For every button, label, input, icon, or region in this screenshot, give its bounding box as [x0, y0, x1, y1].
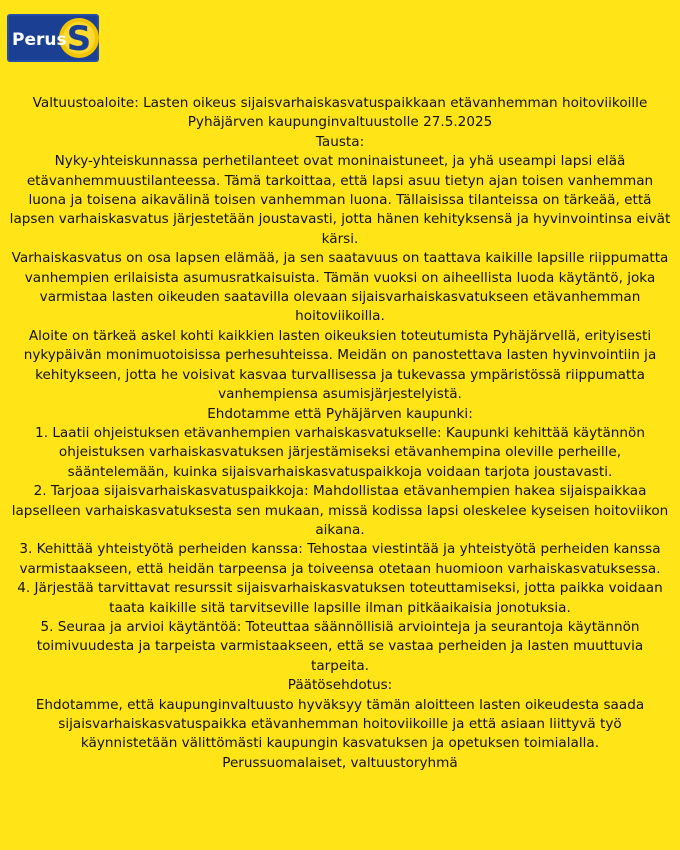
- document-subtitle: Pyhäjärven kaupunginvaltuustolle 27.5.2025: [187, 114, 493, 131]
- decision-text: Ehdotamme, että kaupunginvaltuusto hyväksyy tämän aloitteen lasten oikeudesta saada sijaisvarhaiskasvatuspaikka etävanhemman hoitoviikoille ja että asiaan liittyvä työ käynnistetään välittömästi kaupungin kasvatuksen ja opetuksen toimialalla.: [35, 696, 645, 752]
- background-paragraph-2: Varhaiskasvatus on osa lapsen elämää, ja sen saatavuus on taattava kaikille lapsille riippumatta vanhempien erilaisista asumusratkaisuista. Tämän vuoksi on aiheellista luoda käytäntö, joka varmistaa lasten oikeuden saatavilla olevaan sijaisvarhaiskasvatukseen etävanhemman hoitoviikoilla.: [11, 250, 669, 325]
- document-title: Valtuustoaloite: Lasten oikeus sijaisvarhaiskasvatuspaikkaan etävanhemman hoitoviikoille: [32, 95, 648, 111]
- signature: Perussuomalaiset, valtuustoryhmä: [222, 754, 458, 771]
- proposal-heading: Ehdotamme että Pyhäjärven kaupunki:: [207, 405, 473, 422]
- background-paragraph-1: Nyky-yhteiskunnassa perhetilanteet ovat moninaistuneet, ja yhä useampi lapsi elää etävanhemmuustilanteessa. Tämä tarkoittaa, että lapsi asuu tietyn ajan toisen vanhemman luona ja toisena aikavälinä toisen vanhemman luona. Tällaisissa tilanteissa on tärkeää, että lapsen varhaiskasvatus järjestetään joustavasti, jotta hänen kehityksensä ja hyvinvointinsa eivät kärsi.: [9, 153, 671, 247]
- logo-text: Perus: [12, 30, 67, 50]
- logo-letter: S: [66, 19, 92, 59]
- proposal-item-4: 4. Järjestää tarvittavat resurssit sijaisvarhaiskasvatuksen toteuttamiseksi, jotta paikka voidaan taata kaikille sitä tarvitseville lapsille ilman pitkäaikaisia jonotuksia.: [17, 580, 663, 616]
- initiative-document: [8, 94, 672, 773]
- proposal-item-3: 3. Kehittää yhteistyötä perheiden kanssa: Tehostaa viestintää ja yhteistyötä perheiden kanssa varmistaakseen, että heidän tarpeensa ja toiveensa otetaan huomioon varhaiskasvatuksessa.: [19, 541, 661, 577]
- proposal-item-1: 1. Laatii ohjeistuksen etävanhempien varhaiskasvatukselle: Kaupunki kehittää käytännön ohjeistuksen varhaiskasvatuksen järjestämiseksi etävanhempina oleville perheille, sääntelemään, kuinka sijaisvarhaiskasvatuspaikkoja voidaan tarjota joustavasti.: [35, 424, 645, 480]
- perussuomalaiset-logo: [7, 14, 99, 62]
- background-heading: Tausta:: [315, 133, 365, 150]
- decision-heading: Päätösehdotus:: [287, 677, 393, 694]
- background-paragraph-3: Aloite on tärkeä askel kohti kaikkien lasten oikeuksien toteutumista Pyhäjärvellä, erityisesti nykypäivän monimuotoisissa perhesuhteissa. Meidän on panostettava lasten hyvinvointiin ja kehitykseen, jotta he voisivat kasvaa turvallisessa ja tukevassa ympäristössä riippumatta vanhempiensa asumisjärjestelyistä.: [23, 327, 657, 403]
- proposal-item-5: 5. Seuraa ja arvioi käytäntöä: Toteuttaa säännöllisiä arviointeja ja seurantoja käytännön toimivuudesta ja tarpeista varmistaakseen, että se vastaa perheiden ja lasten muuttuvia tarpeita.: [36, 618, 644, 674]
- proposal-item-2: 2. Tarjoaa sijaisvarhaiskasvatuspaikkoja: Mahdollistaa etävanhempien hakea sijaispaikkaa lapselleen varhaiskasvatuksesta sen mukaan, missä kodissa lapsi oleskelee kyseisen hoitoviikon aikana.: [11, 483, 669, 538]
